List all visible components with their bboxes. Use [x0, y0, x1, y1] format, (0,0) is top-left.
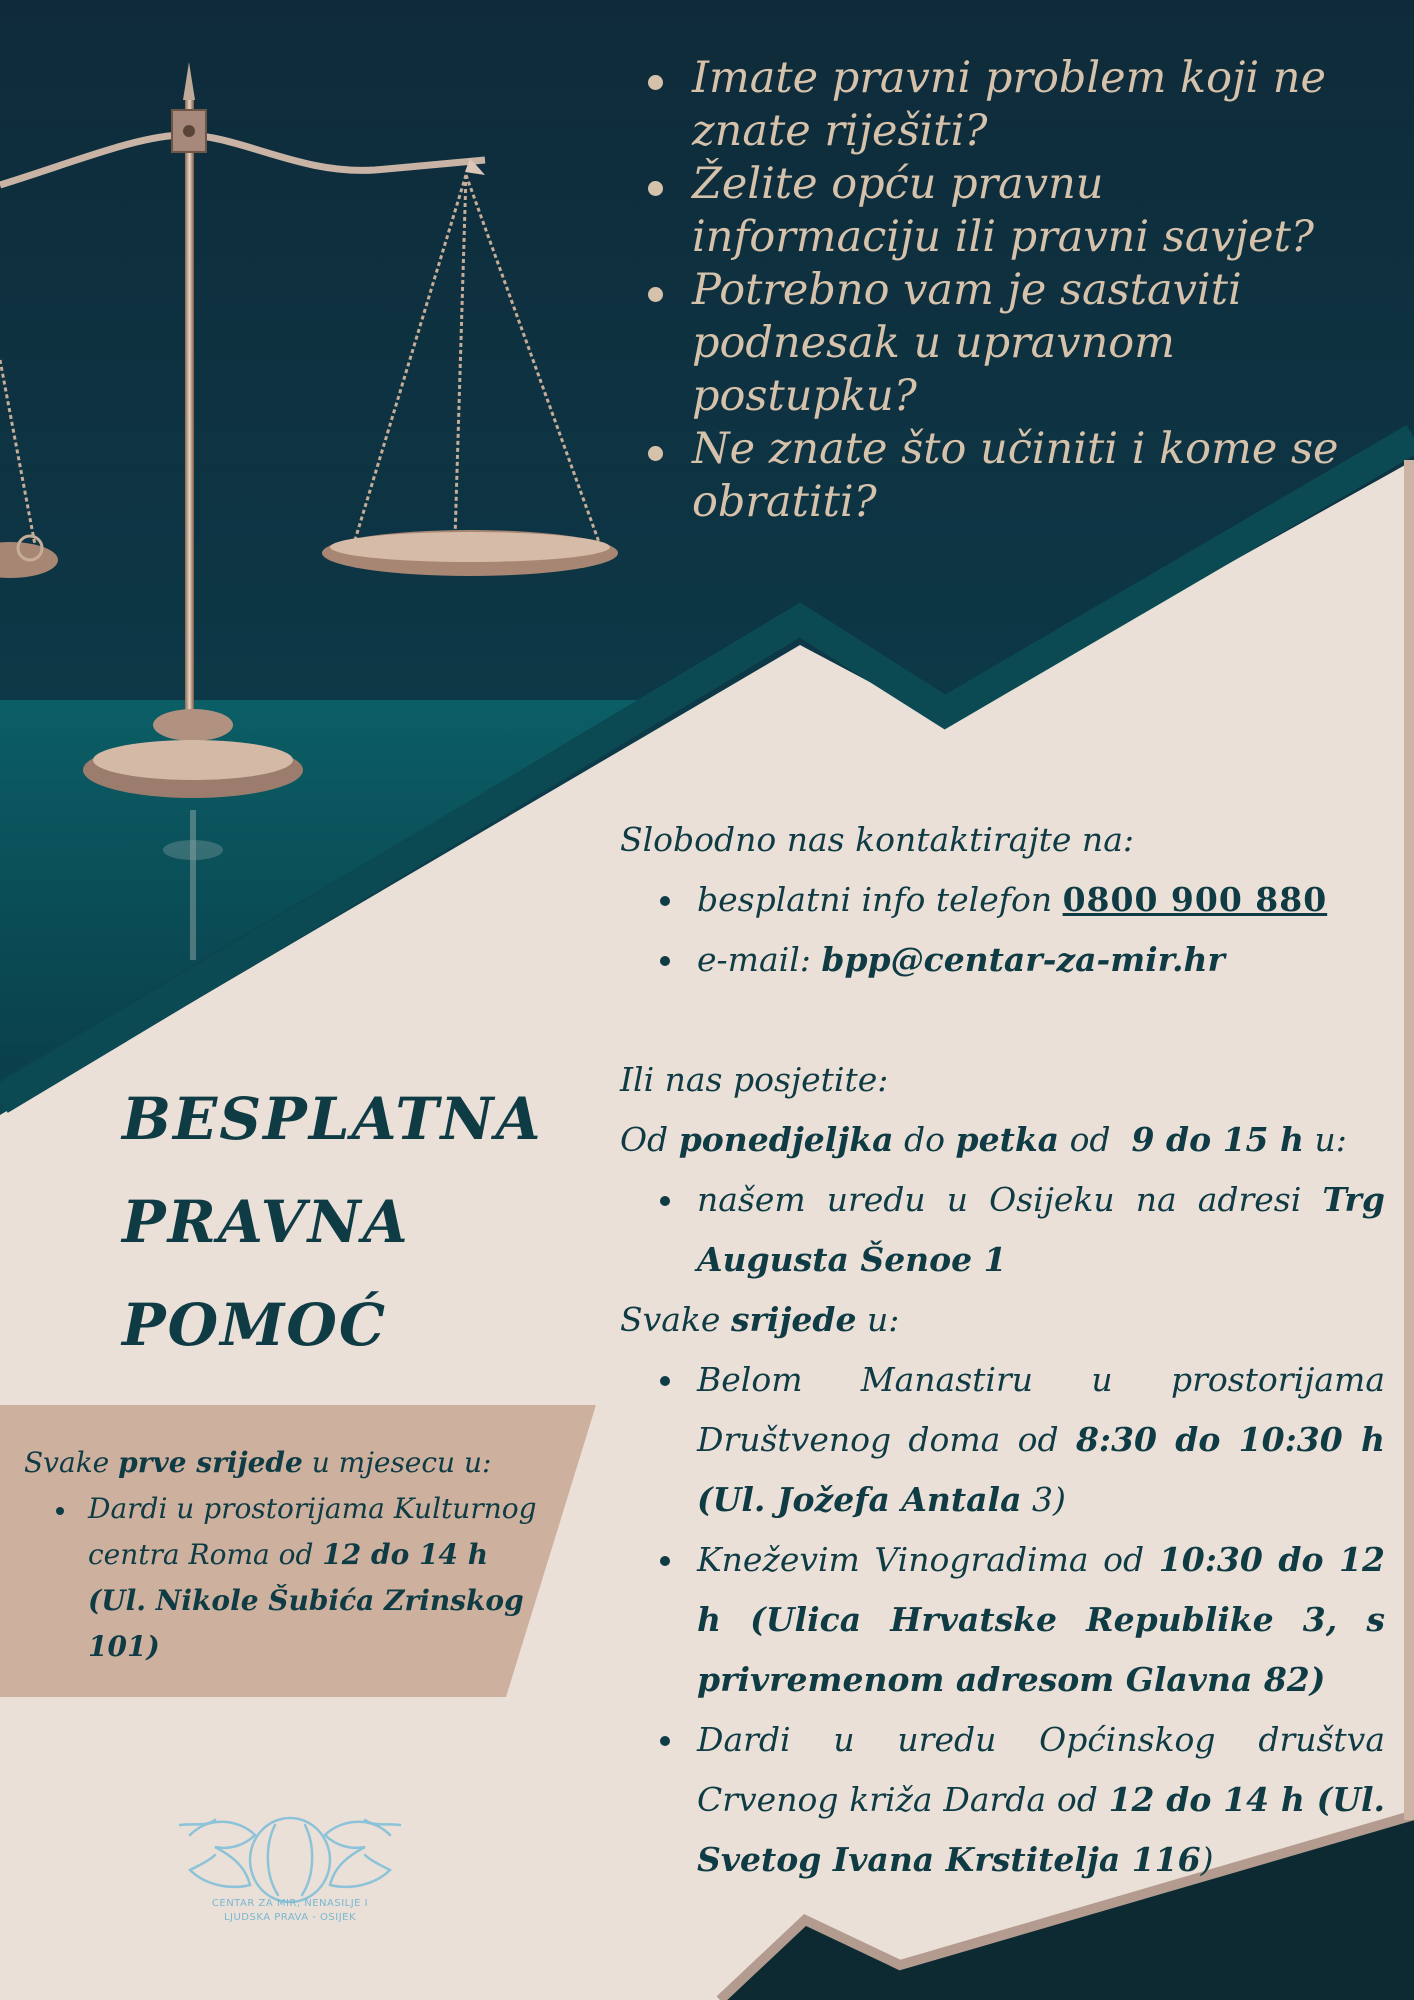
question-item: Ne znate što učiniti i kome se obratiti?	[640, 423, 1360, 529]
page-title	[122, 1068, 543, 1377]
location-item: Belom Manastiru u prostorijama Društvenog doma od 8:30 do 10:30 h (Ul. Jožefa Antala 3)	[620, 1350, 1385, 1530]
contact-section	[620, 810, 1385, 1890]
first-wednesday-item: Dardi u prostorijama Kulturnog centra Roma od 12 do 14 h (Ul. Nikole Šubića Zrinskog 101)	[24, 1486, 544, 1670]
office-address: Trg Augusta Šenoe 1	[697, 1180, 1385, 1279]
question-item: Potrebno vam je sastaviti podnesak u upravnom postupku?	[640, 264, 1360, 423]
email-label: e-mail:	[697, 940, 811, 979]
email-item	[620, 930, 1385, 990]
first-wednesday-list	[24, 1486, 544, 1670]
location-item: Dardi u uredu Općinskog društva Crvenog križa Darda od 12 do 14 h (Ul. Svetog Ivana Krstitelja 116)	[620, 1710, 1385, 1890]
hours: 9 do 15 h	[1131, 1120, 1304, 1159]
question-item: Imate pravni problem koji ne znate riješiti?	[640, 52, 1360, 158]
location-item: Kneževim Vinogradima od 10:30 do 12 h (Ulica Hrvatske Republike 3, s privremenom adresom Glavna 82)	[620, 1530, 1385, 1710]
phone-number-link[interactable]: 0800 900 880	[1062, 880, 1328, 919]
office-list	[620, 1170, 1385, 1290]
visit-intro: Ili nas posjetite:	[620, 1060, 889, 1099]
contact-intro: Slobodno nas kontaktirajte na:	[620, 820, 1134, 859]
first-wednesday-intro: Svake prve srijede u mjesecu u:	[24, 1446, 492, 1479]
first-wednesday-note	[24, 1440, 544, 1670]
phone-label: besplatni info telefon	[697, 880, 1053, 919]
questions-list	[640, 52, 1360, 529]
office-item: našem uredu u Osijeku na adresi Trg Augusta Šenoe 1	[620, 1170, 1385, 1290]
email-address-link[interactable]: bpp@centar-za-mir.hr	[821, 940, 1225, 979]
contact-list	[620, 870, 1385, 990]
question-item: Želite opću pravnu informaciju ili pravni savjet?	[640, 158, 1360, 264]
title-line: BESPLATNA	[122, 1085, 543, 1153]
wednesday-locations	[620, 1350, 1385, 1890]
day-to: petka	[955, 1120, 1060, 1159]
day-from: ponedjeljka	[678, 1120, 894, 1159]
phone-item	[620, 870, 1385, 930]
title-line: PRAVNA	[122, 1188, 410, 1256]
title-line: POMOĆ	[122, 1291, 388, 1359]
logo-caption: CENTAR ZA MIR, NENASILJE I LJUDSKA PRAVA - OSIJEK	[211, 1898, 369, 1923]
weekday-hours: Od ponedjeljka do petka od 9 do 15 h u:	[620, 1120, 1347, 1159]
wednesday-intro: Svake srijede u:	[620, 1300, 900, 1339]
